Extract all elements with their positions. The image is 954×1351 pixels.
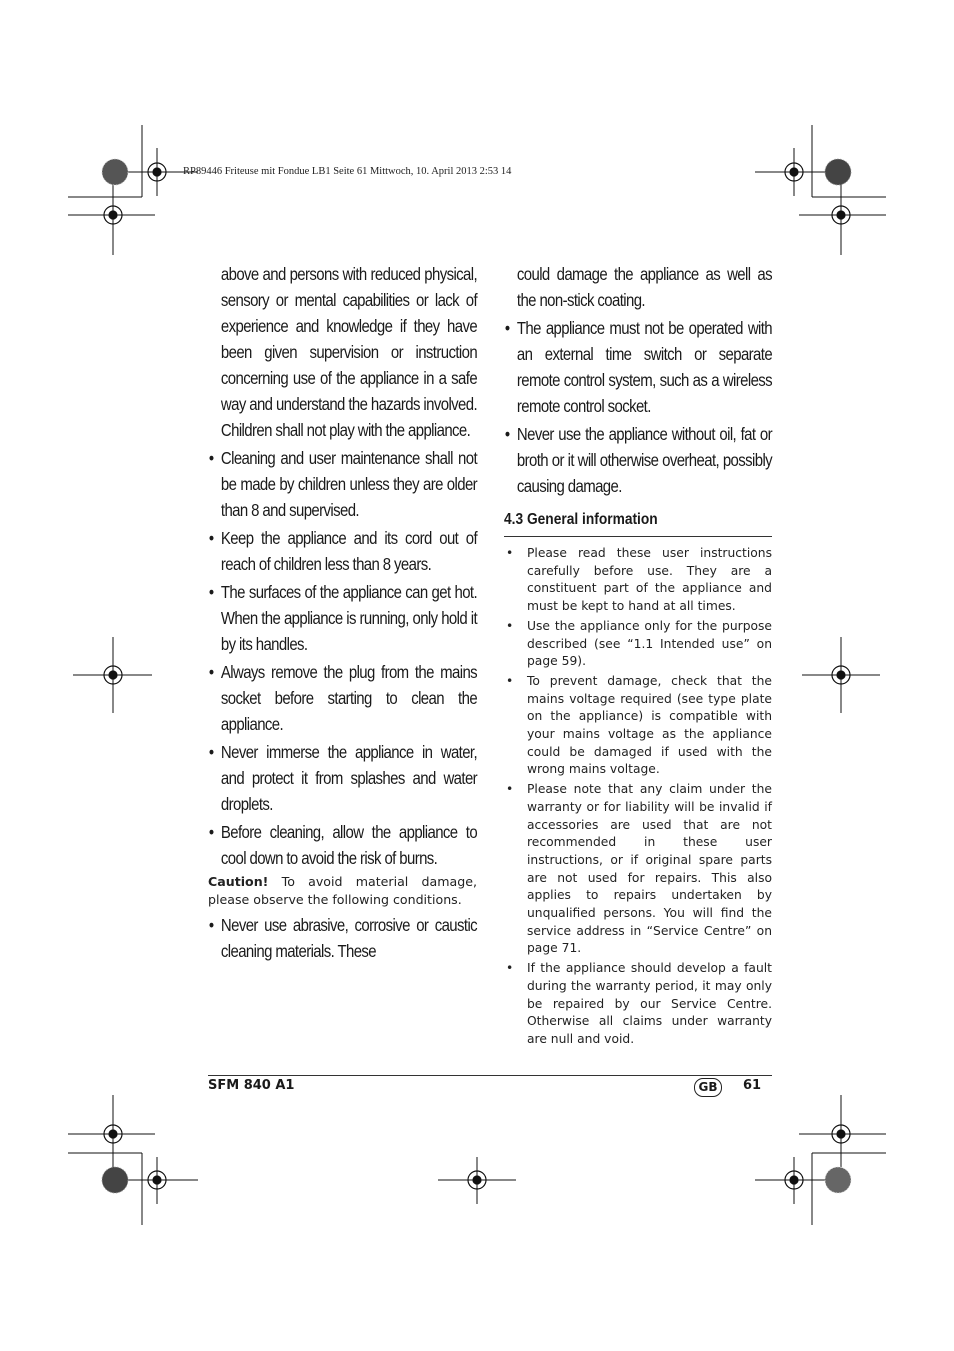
caution-text: To avoid material damage, please observe the following conditions. (208, 874, 477, 907)
bullet-glyph: • (506, 618, 514, 633)
left-bullet-item: • Cleaning and user maintenance shall not be made by children unless they are older than 8 and supervised. (208, 445, 477, 523)
left-large-text-after (208, 912, 477, 964)
left-bullet-item: • Before cleaning, allow the appliance to cool down to avoid the risk of burns. (208, 819, 477, 871)
bullet-glyph: • (506, 546, 514, 560)
footer-rule (208, 1075, 772, 1076)
bullet-glyph: • (208, 915, 214, 935)
info-list-item: • If the appliance should develop a fault during the warranty period, it may only be repaired by our Service Centre. Otherwise all claims under warranty are null and void. (506, 961, 772, 1046)
left-large-text (208, 261, 477, 871)
model-number: SFM 840 A1 (208, 1078, 295, 1093)
bullet-glyph: • (506, 673, 514, 688)
section-heading: 4.3 General information (504, 511, 658, 528)
left-bullet-item: • The surfaces of the appliance can get hot. When the appliance is running, only hold it by its handles. (208, 579, 477, 657)
bullet-glyph: • (504, 318, 510, 338)
bullet-glyph: • (504, 424, 510, 444)
left-bullet-item: • Never use abrasive, corrosive or caustic cleaning materials. These (208, 912, 477, 964)
bullet-glyph: • (208, 528, 214, 548)
info-list-item: • Please note that any claim under the warranty or for liability will be invalid if accessories are used that are not recommended in these user instructions, or if original spare parts are not used for repairs. This also applies to repairs undertaken by unqualified persons. You will find the service address in “Service Centre” on page 71. (506, 782, 772, 956)
left-column (208, 261, 477, 964)
caution-label: Caution! (208, 874, 269, 889)
caution-note (208, 873, 477, 909)
bullet-glyph: • (208, 822, 214, 842)
bullet-glyph: • (208, 582, 214, 602)
print-slug-line: RP89446 Friteuse mit Fondue LB1 Seite 61 Mittwoch, 10. April 2013 2:53 14 (183, 166, 512, 177)
right-continuation-paragraph: could damage the appliance as well as the non-stick coating. (516, 264, 773, 310)
heading-rule (504, 536, 772, 537)
right-bullet-item: • Never use the appliance without oil, fat or broth or it will otherwise overheat, possibly causing damage. (504, 421, 772, 499)
right-large-text (504, 261, 772, 499)
right-bullet-item: • The appliance must not be operated with an external time switch or separate remote control system, such as a wireless remote control socket. (504, 315, 772, 419)
bullet-glyph: • (208, 448, 214, 468)
info-list-item: • Use the appliance only for the purpose described (see “1.1 Intended use” on page 59). (506, 618, 772, 669)
general-info-list (504, 545, 772, 1049)
bullet-glyph: • (506, 961, 514, 976)
left-continuation-paragraph: above and persons with reduced physical, sensory or mental capabilities or lack of experience and knowledge if they have been given supervision or instruction concerning use of the appliance in a safe way and understand the hazards involved. Children shall not play with the appliance. (220, 264, 478, 440)
bullet-glyph: • (506, 782, 514, 797)
page-number: 61 (743, 1078, 762, 1093)
bullet-glyph: • (208, 662, 214, 682)
left-bullet-item: • Keep the appliance and its cord out of reach of children less than 8 years. (208, 525, 477, 577)
left-bullet-item: • Always remove the plug from the mains socket before starting to clean the appliance. (208, 659, 477, 737)
right-column (504, 261, 772, 1051)
bullet-glyph: • (208, 742, 214, 762)
info-list-item: • To prevent damage, check that the mains voltage required (see type plate on the appliance) is compatible with your mains voltage as the appliance could be damaged if used with the wrong mains voltage. (506, 673, 772, 777)
left-bullet-item: • Never immerse the appliance in water, and protect it from splashes and water droplets. (208, 739, 477, 817)
info-list-item: • Please read these user instructions carefully before use. They are a constituent part of the appliance and must be kept to hand at all times. (506, 546, 772, 614)
language-badge: GB (694, 1078, 722, 1097)
